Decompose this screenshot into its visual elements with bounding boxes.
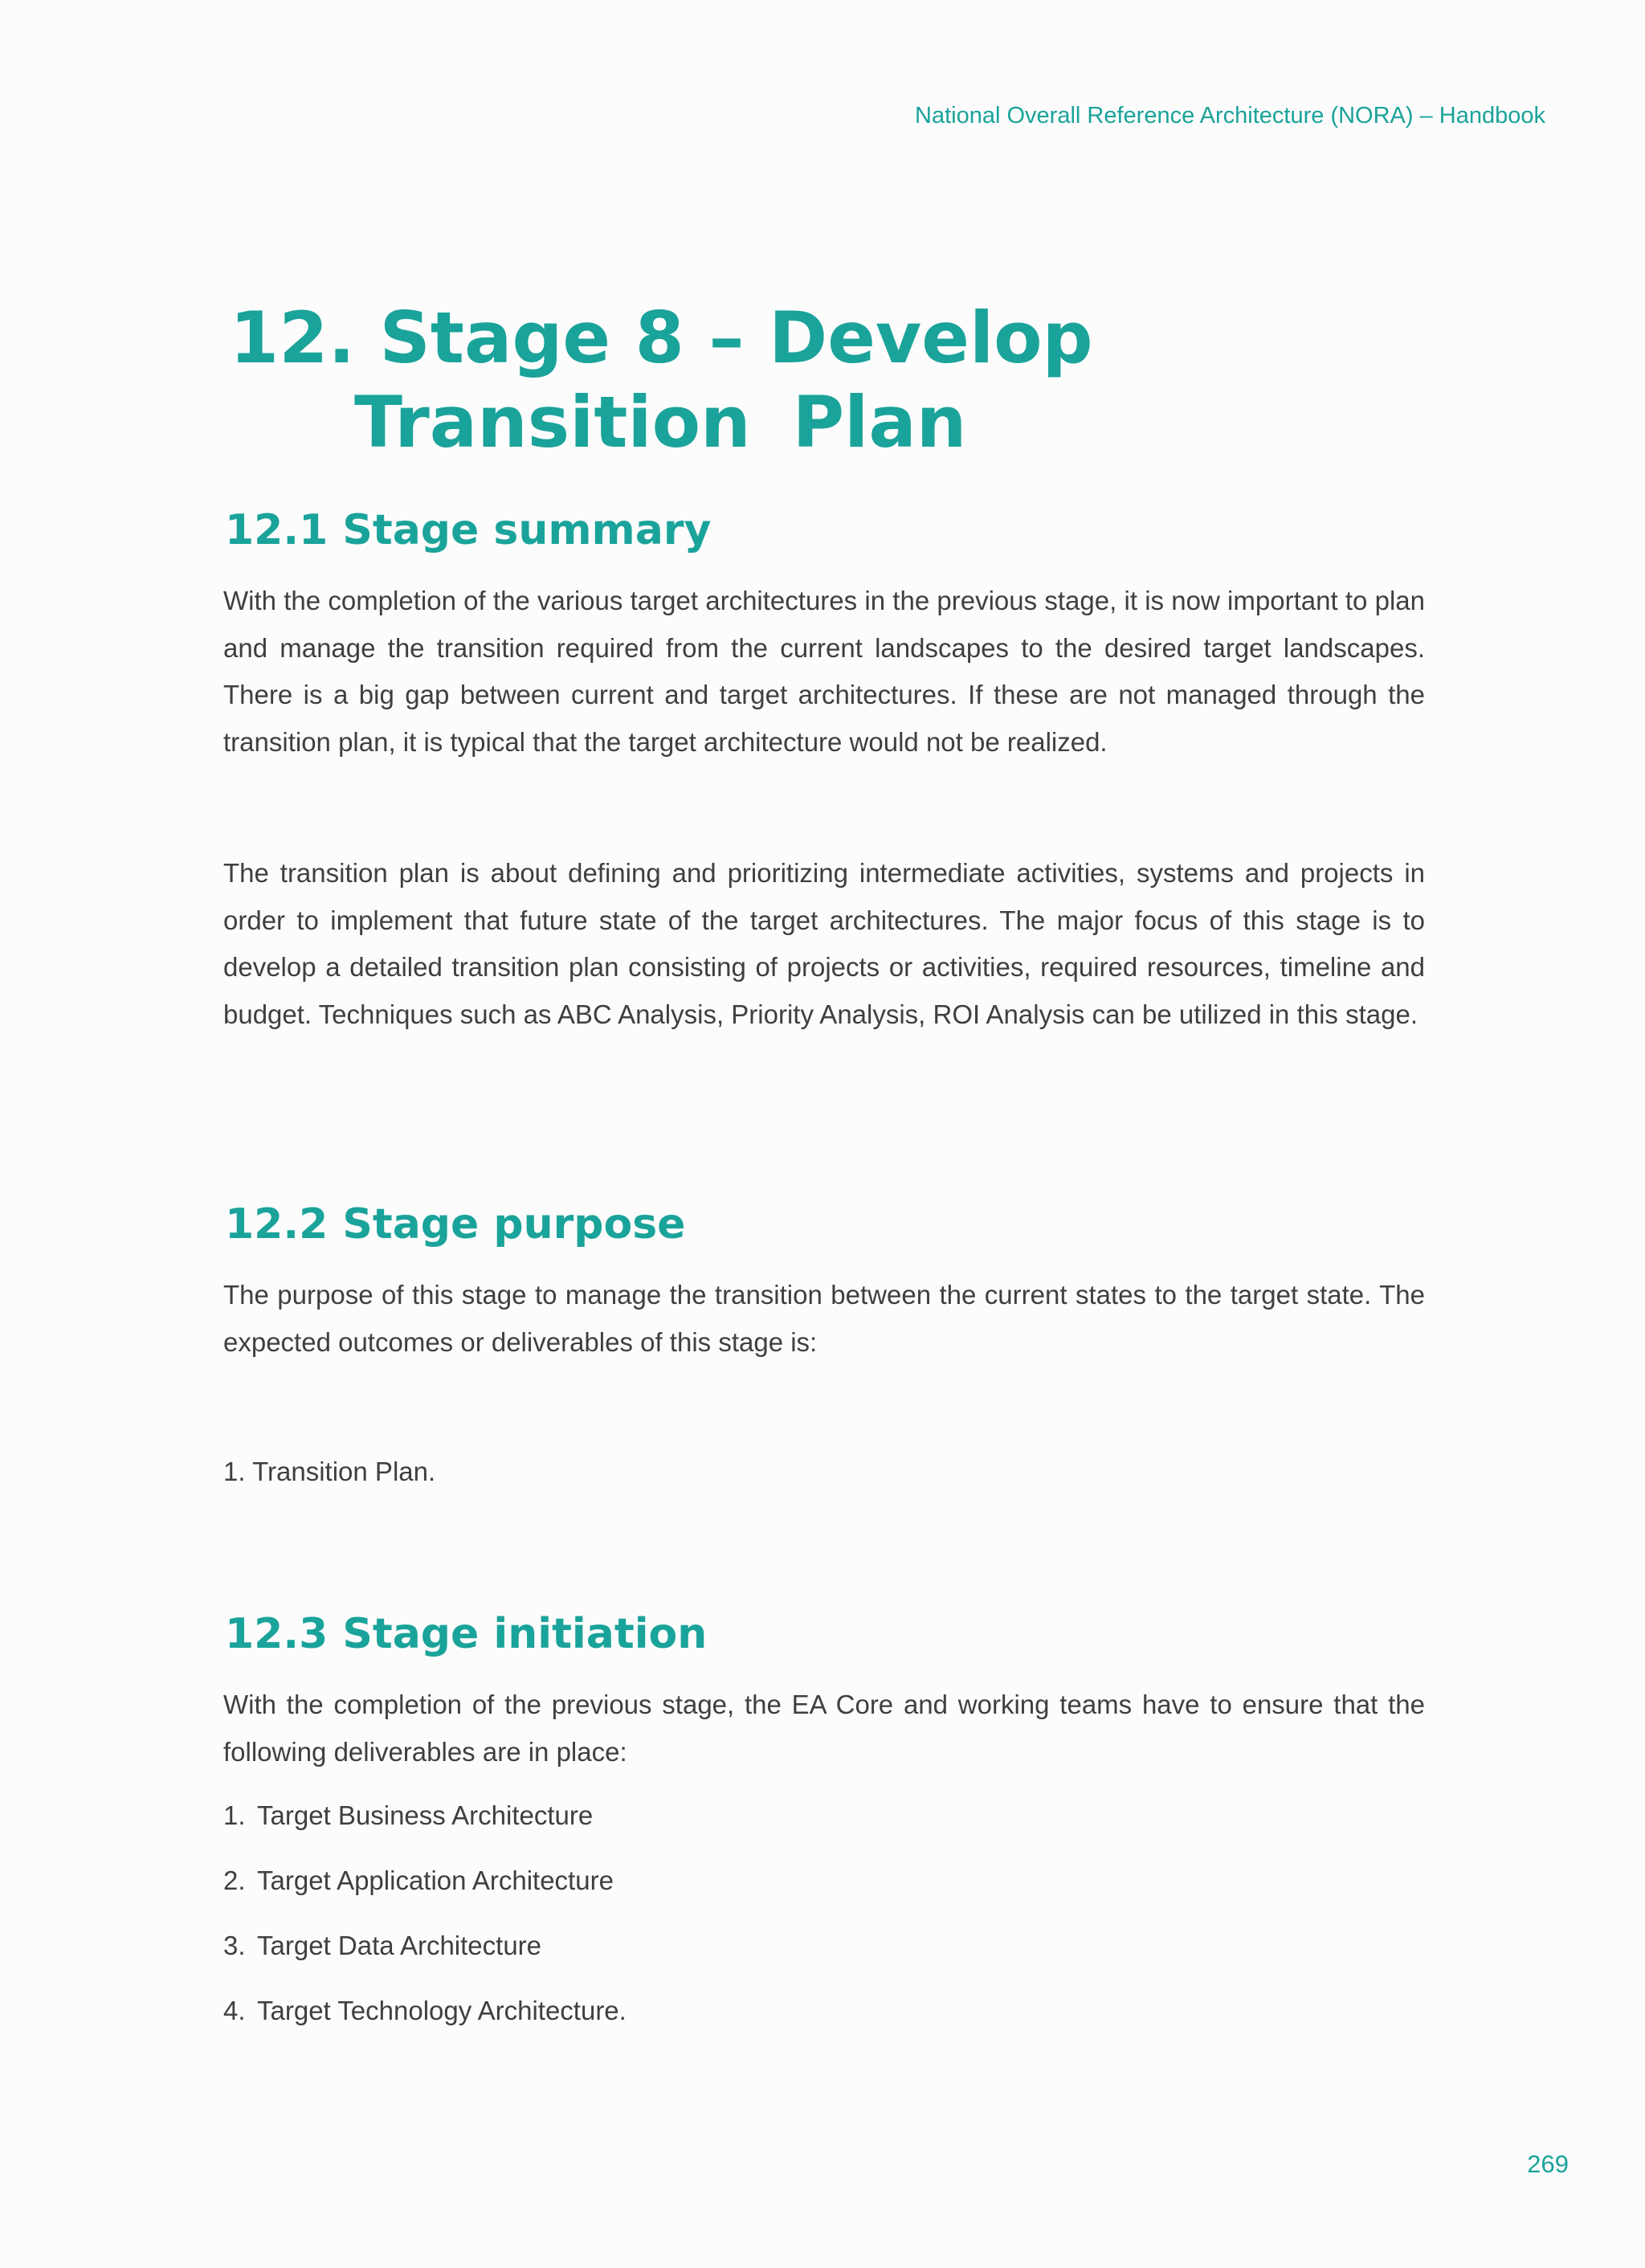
- purpose-deliverable-item: 1. Transition Plan.: [223, 1457, 436, 1486]
- list-item-text: Target Technology Architecture.: [257, 1996, 627, 2025]
- list-item-number: 2.: [223, 1865, 246, 1895]
- running-header: National Overall Reference Architecture (NORA) – Handbook: [915, 103, 1545, 129]
- list-item-text: Target Business Architecture: [257, 1800, 594, 1830]
- chapter-title-word-transition: Transition: [354, 381, 751, 464]
- list-item-number: 4.: [223, 1996, 246, 2025]
- purpose-paragraph: The purpose of this stage to manage the transition between the current states to the target state. The expected outcomes or deliverables of this stage is:: [223, 1280, 1425, 1357]
- list-item: [223, 1857, 614, 1904]
- list-item-number: 1.: [223, 1800, 246, 1830]
- chapter-title-word-plan: Plan: [792, 381, 967, 464]
- page-number: 269: [1527, 2150, 1569, 2178]
- list-item-number: 3.: [223, 1931, 246, 1960]
- initiation-paragraph: With the completion of the previous stage, the EA Core and working teams have to ensure that the following deliverables are in place:: [223, 1690, 1425, 1767]
- summary-paragraph-2: The transition plan is about defining and prioritizing intermediate activities, systems and projects in order to implement that future state of the target architectures. The major focus of this stage is to develop a detailed transition plan consisting of projects or activities, required resources, timeline and budget. Techniques such as ABC Analysis, Priority Analysis, ROI Analysis can be utilized in this stage.: [223, 858, 1425, 1029]
- section-heading-stage-purpose: 12.2 Stage purpose: [225, 1200, 686, 1248]
- chapter-title-line-2: [230, 380, 1093, 464]
- chapter-title: [230, 296, 1093, 464]
- summary-paragraph-1: With the completion of the various target architectures in the previous stage, it is now important to plan and manage the transition required from the current landscapes to the desired target landscapes. There is a big gap between current and target architectures. If these are not managed through the transition plan, it is typical that the target architecture would not be realized.: [223, 586, 1425, 757]
- list-item: [223, 1988, 627, 2034]
- list-item: [223, 1792, 593, 1839]
- section-heading-stage-initiation: 12.3 Stage initiation: [225, 1610, 708, 1658]
- list-item-text: Target Application Architecture: [257, 1865, 614, 1895]
- chapter-title-line-1: 12. Stage 8 – Develop: [230, 296, 1093, 379]
- section-heading-stage-summary: 12.1 Stage summary: [225, 506, 712, 554]
- list-item-text: Target Data Architecture: [257, 1931, 542, 1960]
- list-item: [223, 1923, 541, 1969]
